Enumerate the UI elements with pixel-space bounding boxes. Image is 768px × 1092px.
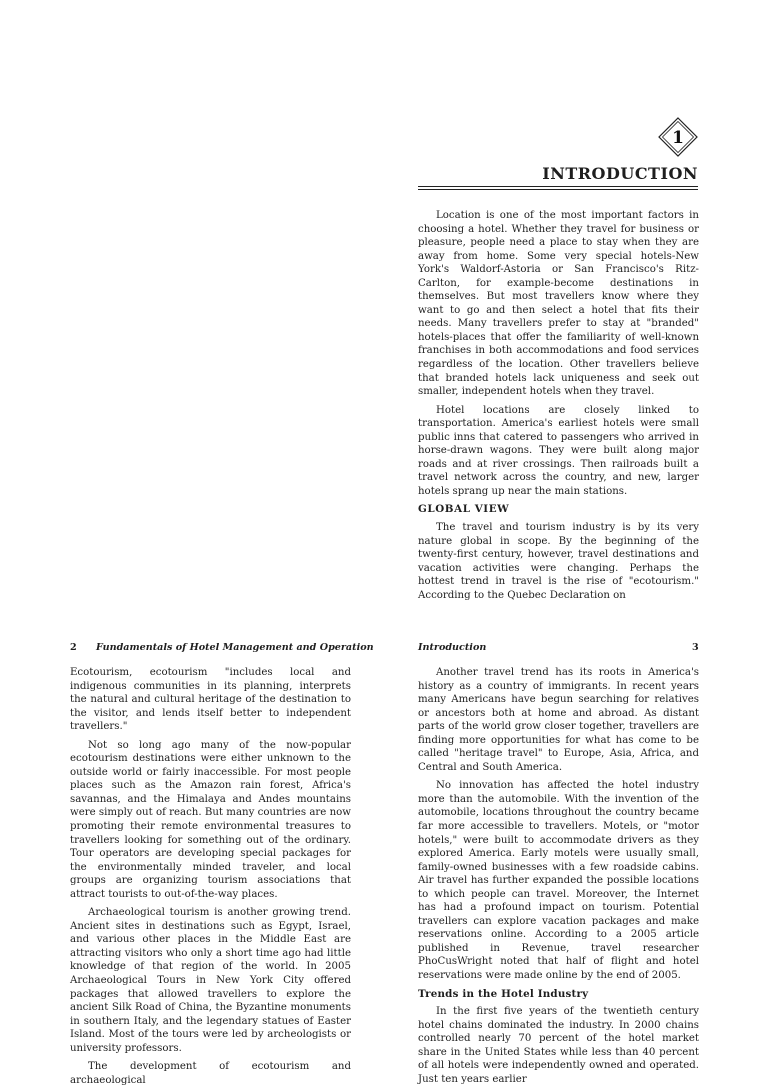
- page-2-column: [70, 666, 351, 1092]
- running-header-right: Introduction: [418, 642, 487, 653]
- section-heading-global-view: GLOBAL VIEW: [418, 503, 510, 516]
- paragraph: Location is one of the most important factors in choosing a hotel. Whether they travel for business or pleasure, people need a place to stay when they are away from home. Some very special hotels-New York's Waldorf-Astoria or San Francisco's Ritz-Carlton, for example-become destinations in themselves. But most travellers know where they want to go and then select a hotel that fits their needs. Many travellers prefer to stay at "branded" hotels-places that offer the familiarity of well-known franchises in both accommodations and food services regardless of the location. Other travellers believe that branded hotels lack uniqueness and seek out smaller, independent hotels when they travel.: [418, 210, 699, 398]
- paragraph: Hotel locations are closely linked to transportation. America's earliest hotels were small public inns that catered to passengers who arrived in horse-drawn wagons. They were built along major roads and at river crossings. Then railroads built a travel network across the country, and new, larger hotels sprang up near the main stations.: [418, 404, 699, 497]
- paragraph: Another travel trend has its roots in America's history as a country of immigrants. In recent years many Americans have begun searching for relatives or ancestors both at home and abroad. As distant parts of the world grow closer together, travellers are finding more opportunities for what has come to be called "heritage travel" to Europe, Asia, Africa, and Central and South America.: [418, 667, 699, 773]
- paragraph: Archaeological tourism is another growing trend. Ancient sites in destinations such as Egypt, Israel, and various other places in the Middle East are attracting visitors who only a short time ago had little knowledge of that region of the world. In 2005 Archaeological Tours in New York City offered packages that allowed travellers to explore the ancient Silk Road of China, the Byzantine monuments in southern Italy, and the legendary statues of Easter Island. Most of the tours were led by archeologists or university professors.: [70, 907, 351, 1054]
- diamond-frame-icon: [658, 117, 698, 157]
- chapter-title: INTRODUCTION: [542, 164, 698, 183]
- title-rule-bottom: [418, 189, 698, 190]
- chapter-number-badge: [658, 117, 698, 157]
- section-heading-trends: Trends in the Hotel Industry: [418, 987, 589, 1000]
- chapter-opening-column: [418, 209, 699, 607]
- page-number-left: 2: [70, 642, 77, 653]
- paragraph: No innovation has affected the hotel industry more than the automobile. With the invention of the automobile, locations throughout the country became far more accessible to travellers. Motels, or "motor hotels," were built to accommodate drivers as they explored America. Early motels were usually small, family-owned businesses with a few roadside cabins. Air travel has further expanded the possible locations to which people can travel. Moreover, the Internet has had a profound impact on tourism. Potential travellers can explore vacation packages and make reservations online. According to a 2005 article published in Revenue, travel researcher PhoCusWright noted that half of flight and hotel reservations were made online by the end of 2005.: [418, 780, 699, 982]
- paragraph: Not so long ago many of the now-popular ecotourism destinations were either unknown to the outside world or fairly inaccessible. For most people places such as the Amazon rain forest, Africa's savannas, and the Himalaya and Andes mountains were simply out of reach. But many countries are now promoting their remote environmental treasures to travellers looking for something out of the ordinary. Tour operators are developing special packages for the environmentally minded traveler, and local groups are organizing tourism associations that attract tourists to out-of-the-way places.: [70, 739, 351, 900]
- page-number-right: 3: [692, 642, 699, 653]
- page-3-column: [418, 666, 699, 1091]
- running-header-left: Fundamentals of Hotel Management and Operation: [96, 642, 374, 653]
- paragraph: The travel and tourism industry is by its very nature global in scope. By the beginning of the twenty-first century, however, travel destinations and vacation activities were changing. Perhaps the hottest trend in travel is the rise of "ecotourism." According to the Quebec Declaration on: [418, 522, 699, 601]
- title-rule-top: [418, 186, 698, 187]
- paragraph: The development of ecotourism and archaeological: [70, 1061, 351, 1086]
- paragraph: In the first five years of the twentieth century hotel chains dominated the industry. In 2000 chains controlled nearly 70 percent of the hotel market share in the United States while less than 40 percent of all hotels were independently owned and operated. Just ten years earlier: [418, 1006, 699, 1085]
- paragraph: Ecotourism, ecotourism "includes local and indigenous communities in its planning, interprets the natural and cultural heritage of the destination to the visitor, and lends itself better to independent travellers.": [70, 667, 351, 733]
- chapter-number: 1: [672, 128, 684, 148]
